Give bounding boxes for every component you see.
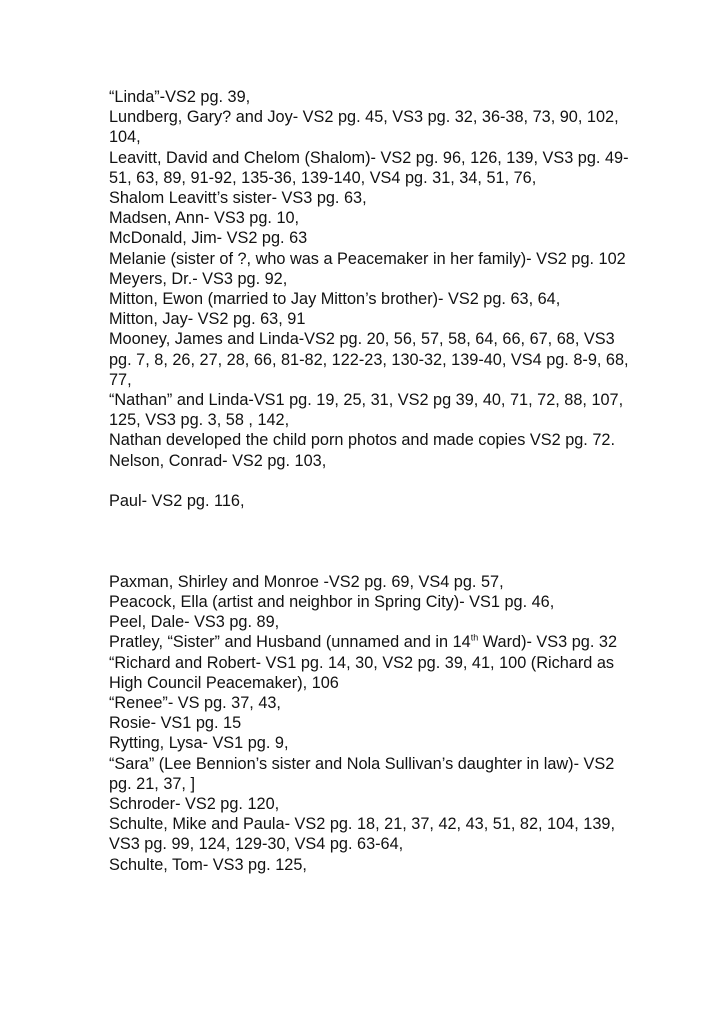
index-entry-nathan-photos: Nathan developed the child porn photos and made copies VS2 pg. 72. (109, 431, 615, 450)
index-entry-schroder: Schroder- VS2 pg. 120, (109, 795, 280, 814)
index-entry-schulte-mike: Schulte, Mike and Paula- VS2 pg. 18, 21, 37, 42, 43, 51, 82, 104, 139, VS3 pg. 99, 124, 129-30, VS4 pg. 63-64, (109, 815, 615, 854)
pratley-name: Pratley, “Sister” and Husband (109, 633, 326, 652)
index-entry-nelson: Nelson, Conrad- VS2 pg. 103, (109, 451, 327, 470)
index-entry-renee: “Renee”- VS pg. 37, 43, (109, 694, 281, 713)
index-entry-pratley (109, 632, 629, 652)
index-entry-peel: Peel, Dale- VS3 pg. 89, (109, 613, 280, 632)
index-entry-melanie: Melanie (sister of ?, who was a Peacemaker in her family)- VS2 pg. 102 (109, 249, 626, 268)
index-entry-nathan: “Nathan” and Linda-VS1 pg. 19, 25, 31, VS2 pg 39, 40, 71, 72, 88, 107, 125, VS3 pg. 3, 58 , 142, (109, 391, 624, 430)
index-entry-shalom-sister: Shalom Leavitt’s sister- VS3 pg. 63, (109, 189, 367, 208)
index-entry-rosie: Rosie- VS1 pg. 15 (109, 714, 242, 733)
pratley-tail: Ward)- VS3 pg. 32 (478, 633, 617, 652)
blank-line (109, 471, 629, 491)
index-entry-richard-robert: “Richard and Robert- VS1 pg. 14, 30, VS2 pg. 39, 41, 100 (Richard as High Council Peacemaker), 106 (109, 653, 615, 692)
index-entry-schulte-tom: Schulte, Tom- VS3 pg. 125, (109, 855, 307, 874)
index-entry-mitton-ewon: Mitton, Ewon (married to Jay Mitton’s brother)- VS2 pg. 63, 64, (109, 290, 561, 309)
index-entry-mcdonald: McDonald, Jim- VS2 pg. 63 (109, 229, 308, 248)
index-entry-lundberg: Lundberg, Gary? and Joy- VS2 pg. 45, VS3 pg. 32, 36-38, 73, 90, 102, 104, (109, 108, 619, 147)
blank-lines (109, 511, 629, 572)
ordinal-suffix: th (470, 633, 479, 644)
index-entry-mitton-jay: Mitton, Jay- VS2 pg. 63, 91 (109, 310, 306, 329)
index-entry-paxman: Paxman, Shirley and Monroe -VS2 pg. 69, VS4 pg. 57, (109, 572, 504, 591)
index-entry-madsen: Madsen, Ann- VS3 pg. 10, (109, 209, 300, 228)
index-entry-mooney: Mooney, James and Linda-VS2 pg. 20, 56, 57, 58, 64, 66, 67, 68, VS3 pg. 7, 8, 26, 27, 28, 66, 81-82, 122-23, 130-32, 139-40, VS4 pg. 8-9, 68, 77, (109, 330, 629, 389)
index-entry-peacock: Peacock, Ella (artist and neighbor in Spring City)- VS1 pg. 46, (109, 593, 555, 612)
index-entry-linda: “Linda”-VS2 pg. 39, (109, 88, 251, 106)
index-entry-meyers: Meyers, Dr.- VS3 pg. 92, (109, 269, 288, 288)
index-entry-rytting: Rytting, Lysa- VS1 pg. 9, (109, 734, 289, 753)
index-entries (109, 87, 629, 875)
pratley-ward-text: (unnamed and in 14 (325, 633, 471, 652)
index-entry-sara: “Sara” (Lee Bennion’s sister and Nola Sullivan’s daughter in law)- VS2 pg. 21, 37, ] (109, 754, 615, 793)
index-entry-paul: Paul- VS2 pg. 116, (109, 492, 245, 511)
index-entry-leavitt: Leavitt, David and Chelom (Shalom)- VS2 pg. 96, 126, 139, VS3 pg. 49-51, 63, 89, 91-92, 135-36, 139-140, VS4 pg. 31, 34, 51, 76, (109, 148, 629, 187)
